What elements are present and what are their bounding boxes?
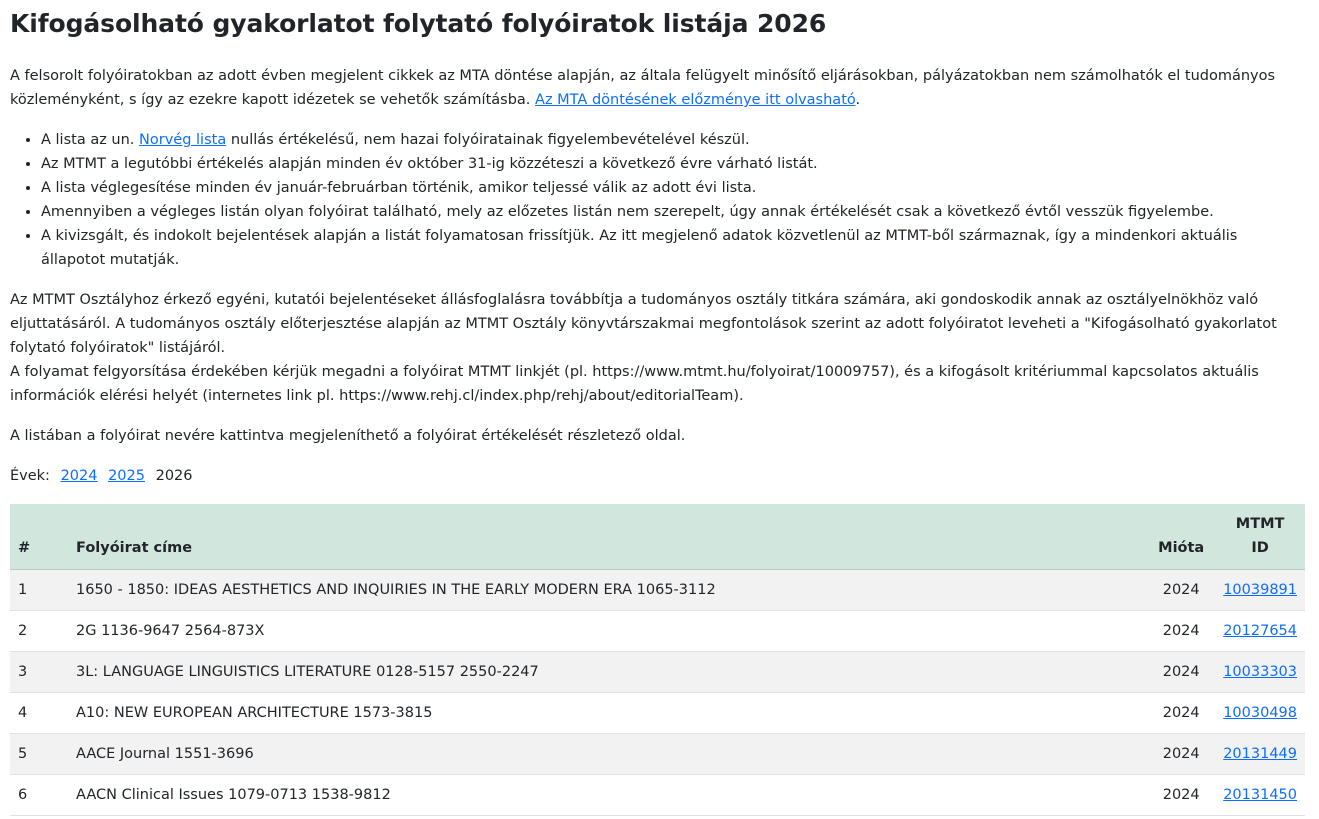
table-row (10, 611, 1305, 652)
years-nav (10, 464, 1305, 488)
header-mtmt-id-line2: ID (1251, 540, 1269, 556)
row-since: 2024 (1147, 693, 1215, 734)
row-title[interactable]: 1650 - 1850: IDEAS AESTHETICS AND INQUIRIES IN THE EARLY MODERN ERA 1065-3112 (68, 570, 1147, 611)
header-mtmt-id-line1: MTMT (1235, 516, 1285, 532)
table-row (10, 775, 1305, 816)
row-title[interactable]: A10: NEW EUROPEAN ARCHITECTURE 1573-3815 (68, 693, 1147, 734)
row-mtmt-id-link[interactable]: 10033303 (1223, 664, 1297, 680)
row-since: 2024 (1147, 570, 1215, 611)
row-mtmt-id-link[interactable]: 20131450 (1223, 787, 1297, 803)
row-mtmt-id-link[interactable]: 10030498 (1223, 705, 1297, 721)
mta-decision-link[interactable]: Az MTA döntésének előzménye itt olvasható (535, 92, 856, 108)
row-id-cell (1215, 652, 1305, 693)
reporting-text-2: A folyamat felgyorsítása érdekében kérjük megadni a folyóirat MTMT linkjét (pl. https://www.mtmt.hu/folyoirat/10009757), és a kifogásolt kritériummal kapcsolatos aktuális információk elérési helyét (internetes link pl. https://www.rehj.cl/index.php/rehj/about/editorialTeam). (10, 364, 1259, 404)
reporting-paragraph (10, 288, 1305, 408)
row-num: 6 (10, 775, 68, 816)
click-hint-paragraph: A listában a folyóirat nevére kattintva megjeleníthető a folyóirat értékelését részletező oldal. (10, 428, 686, 444)
intro-text: A felsorolt folyóiratokban az adott évben megjelent cikkek az MTA döntése alapján, az általa felügyelt minősítő eljárásokban, pályázatokban nem számolhatók el tudományos közleményként, s így az ezekre kapott idézetek se vehetők számításba. (10, 68, 1276, 108)
table-row (10, 693, 1305, 734)
row-since: 2024 (1147, 734, 1215, 775)
table-row (10, 570, 1305, 611)
header-mtmt-id (1215, 504, 1305, 570)
row-num: 2 (10, 611, 68, 652)
rule-item-4: • Amennyiben a végleges listán olyan folyóirat található, mely az előzetes listán nem szerepelt, úgy annak értékelését csak a következő évtől vesszük figyelembe. (41, 200, 1305, 224)
table-header-row (10, 504, 1305, 570)
row-num: 4 (10, 693, 68, 734)
row-id-cell (1215, 611, 1305, 652)
intro-after: . (855, 92, 861, 108)
rule-item-1-before: A lista az un. (41, 132, 140, 148)
table-header (10, 504, 1305, 570)
row-title[interactable]: 3L: LANGUAGE LINGUISTICS LITERATURE 0128-5157 2550-2247 (68, 652, 1147, 693)
rule-item-1 (41, 128, 1305, 152)
rule-item-1-after: nullás értékelésű, nem hazai folyóiratainak figyelembevételével készül. (226, 132, 750, 148)
header-title: Folyóirat címe (68, 504, 1147, 570)
row-mtmt-id-link[interactable]: 20127654 (1223, 623, 1297, 639)
reporting-text-1: Az MTMT Osztályhoz érkező egyéni, kutatói bejelentéseket állásfoglalásra továbbítja a tudományos osztály titkára számára, aki gondoskodik annak az osztályelnökhöz való eljuttatásáról. A tudományos osztály előterjesztése alapján az MTMT Osztály könyvtárszakmai megfontolások szerint az adott folyóiratot leveheti a "Kifogásolható gyakorlatot folytató folyóiratok" listájáról. (10, 292, 1277, 356)
header-num: # (10, 504, 68, 570)
year-current: 2026 (155, 468, 193, 484)
row-mtmt-id-link[interactable]: 20131449 (1223, 746, 1297, 762)
row-id-cell (1215, 734, 1305, 775)
rule-item-5: • A kivizsgált, és indokolt bejelentések alapján a listát folyamatosan frissítjük. Az itt megjelenő adatok közvetlenül az MTMT-ből származnak, így a mindenkori aktuális állapotot mutatják. (41, 224, 1305, 272)
norwegian-list-link[interactable]: Norvég lista (139, 132, 227, 148)
row-num: 3 (10, 652, 68, 693)
row-mtmt-id-link[interactable]: 10039891 (1223, 582, 1297, 598)
year-link-2024[interactable]: 2024 (60, 468, 98, 484)
row-title[interactable]: AACN Clinical Issues 1079-0713 1538-9812 (68, 775, 1147, 816)
row-since: 2024 (1147, 611, 1215, 652)
header-since: Mióta (1147, 504, 1215, 570)
year-link-2025[interactable]: 2025 (108, 468, 145, 484)
row-since: 2024 (1147, 775, 1215, 816)
rule-item-2: • Az MTMT a legutóbbi értékelés alapján minden év október 31-ig közzéteszi a következő évre várható listát. (41, 152, 1305, 176)
row-id-cell (1215, 570, 1305, 611)
table-row (10, 652, 1305, 693)
row-title[interactable]: AACE Journal 1551-3696 (68, 734, 1147, 775)
page-title: Kifogásolható gyakorlatot folytató folyóiratok listája 2026 (10, 9, 827, 38)
journals-table (10, 504, 1305, 816)
row-num: 1 (10, 570, 68, 611)
rules-list (10, 128, 1305, 272)
table-body (10, 570, 1305, 816)
row-since: 2024 (1147, 652, 1215, 693)
row-id-cell (1215, 775, 1305, 816)
row-id-cell (1215, 693, 1305, 734)
intro-paragraph (10, 64, 1305, 112)
row-num: 5 (10, 734, 68, 775)
row-title[interactable]: 2G 1136-9647 2564-873X (68, 611, 1147, 652)
years-label: Évek: (10, 468, 50, 484)
table-row (10, 734, 1305, 775)
rule-item-3: • A lista véglegesítése minden év január-februárban történik, amikor teljessé válik az adott évi lista. (41, 176, 1305, 200)
